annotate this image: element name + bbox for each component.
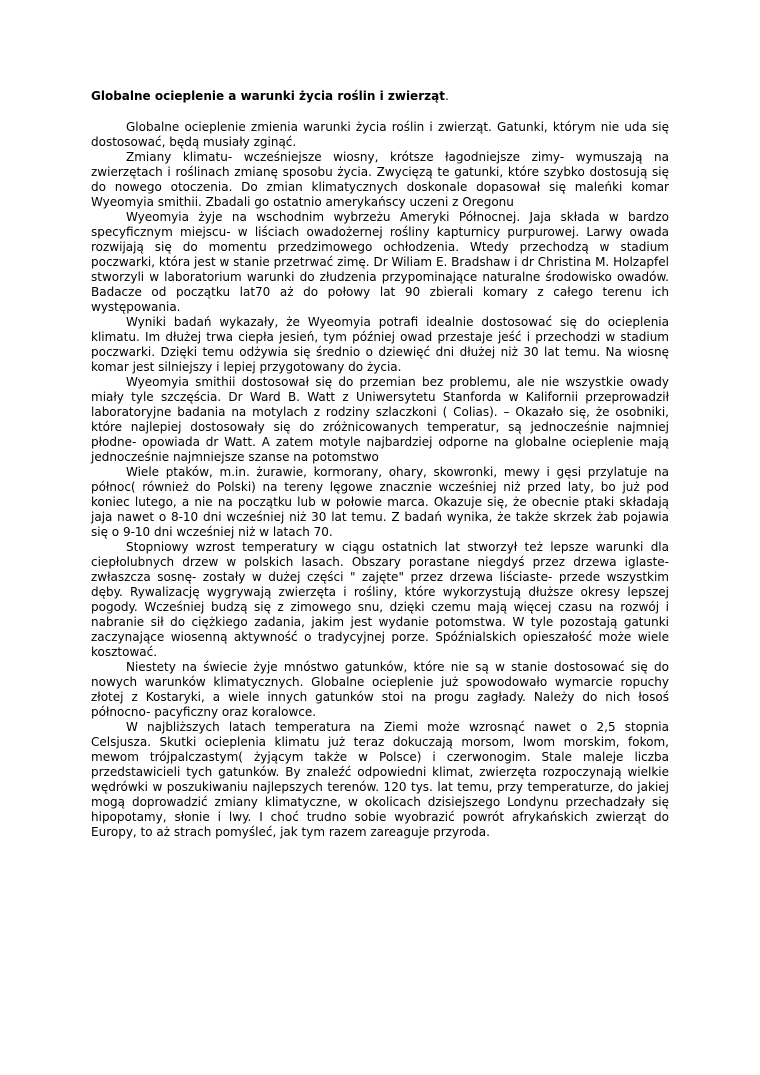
document-title-text: Globalne ocieplenie a warunki życia roślin i zwierząt <box>91 89 445 103</box>
paragraph-intro: Globalne ocieplenie zmienia warunki życia roślin i zwierząt. Gatunki, którym nie uda się dostosować, będą musiały zginąć. <box>91 120 669 149</box>
document-title <box>91 89 669 104</box>
document-title-suffix: . <box>444 89 449 103</box>
paragraph-research-results: Wyniki badań wykazały, że Wyeomyia potrafi idealnie dostosować się do ocieplenia klimatu. Im dłużej trwa ciepła jesień, tym później owad przestaje jeść i przechodzi w stadium poczwarki. Dzięki temu odżywia się średnio o dziewięć dni dłużej niż 30 lat temu. Na wiosnę komar jest silniejszy i lepiej przygotowany do życia. <box>91 315 669 374</box>
paragraph-climate-changes: Zmiany klimatu- wcześniejsze wiosny, krótsze łagodniejsze zimy- wymuszają na zwierzętach i roślinach zmianę sposobu życia. Zwycięzą te gatunki, które szybko dostosują się do nowego otoczenia. Do zmian klimatycznych doskonale dopasował się maleńki komar Wyeomyia smithii. Zbadali go ostatnio amerykańscy uczeni z Oregonu <box>91 150 669 209</box>
paragraph-birds: Wiele ptaków, m.in. żurawie, kormorany, ohary, skowronki, mewy i gęsi przylatuje na północ( również do Polski) na tereny lęgowe znacznie wcześniej niż przed laty, bo już pod koniec lutego, a nie na początku lub w połowie marca. Okazuje się, że obecnie ptaki składają jaja nawet o 8-10 dni wcześniej niż 30 lat temu. Z badań wynika, że także skrzek żab pojawia się o 9-10 dni wcześniej niż w latach 70. <box>91 465 669 539</box>
paragraph-wyeomyia-habitat: Wyeomyia żyje na wschodnim wybrzeżu Ameryki Północnej. Jaja składa w bardzo specyficznym miejscu- w liściach owadożernej rośliny kapturnicy purpurowej. Larwy owada rozwijają się do momentu przedzimowego ochłodzenia. Wtedy przechodzą w stadium poczwarki, która jest w stanie przetrwać zimę. Dr Wiliam E. Bradshaw i dr Christina M. Holzapfel stworzyli w laboratorium warunki do złudzenia przypominające naturalne środowisko owadów. Badacze od początku lat70 aż do połowy lat 90 zbierali komary z całego terenu ich występowania. <box>91 210 669 314</box>
paragraph-extinctions: Niestety na świecie żyje mnóstwo gatunków, które nie są w stanie dostosować się do nowych warunków klimatycznych. Globalne ocieplenie już spowodowało wymarcie ropuchy złotej z Kostaryki, a wiele innych gatunków stoi na progu zagłady. Należy do nich łosoś północno- pacyficzny oraz koralowce. <box>91 660 669 719</box>
document-page <box>91 89 669 840</box>
paragraph-butterflies: Wyeomyia smithii dostosował się do przemian bez problemu, ale nie wszystkie owady miały tyle szczęścia. Dr Ward B. Watt z Uniwersytetu Stanforda w Kalifornii przeprowadził laboratoryjne badania na motylach z rodziny szlaczkoni ( Colias). – Okazało się, że osobniki, które najlepiej dostosowały się do zróżnicowanych temperatur, są jednocześnie najmniej płodne- opowiada dr Watt. A zatem motyle najbardziej odporne na globalne ocieplenie mają jednocześnie najmniejsze szanse na potomstwo <box>91 375 669 464</box>
paragraph-forests: Stopniowy wzrost temperatury w ciągu ostatnich lat stworzył też lepsze warunki dla ciepłolubnych drzew w polskich lasach. Obszary porastane niegdyś przez drzewa iglaste- zwłaszcza sosnę- zostały w dużej części " zajęte" przez drzewa liściaste- przede wszystkim dęby. Rywalizację wygrywają zwierzęta i rośliny, które wykorzystują dłuższe okresy lepszej pogody. Wcześniej budzą się z zimowego snu, dzięki czemu mają więcej czasu na rozwój i nabranie sił do ciężkiego zadania, jakim jest wydanie potomstwa. W tyle pozostają gatunki zaczynające wiosenną aktywność o tradycyjnej porze. Spóźnialskich opieszałość może wiele kosztować. <box>91 540 669 659</box>
paragraph-future: W najbliższych latach temperatura na Ziemi może wzrosnąć nawet o 2,5 stopnia Celsjusza. Skutki ocieplenia klimatu już teraz dokuczają morsom, lwom morskim, fokom, mewom trójpalczastym( żyjącym także w Polsce) i czerwonogim. Stale maleje liczba przedstawicieli tych gatunków. By znaleźć odpowiedni klimat, zwierzęta rozpoczynają wielkie wędrówki w poszukiwaniu najlepszych terenów. 120 tys. lat temu, przy temperaturze, do jakiej mogą doprowadzić zmiany klimatyczne, w okolicach dzisiejszego Londynu przechadzały się hipopotamy, słonie i lwy. I choć trudno sobie wyobrazić powrót afrykańskich zwierząt do Europy, to aż strach pomyśleć, jak tym razem zareaguje przyroda. <box>91 720 669 839</box>
